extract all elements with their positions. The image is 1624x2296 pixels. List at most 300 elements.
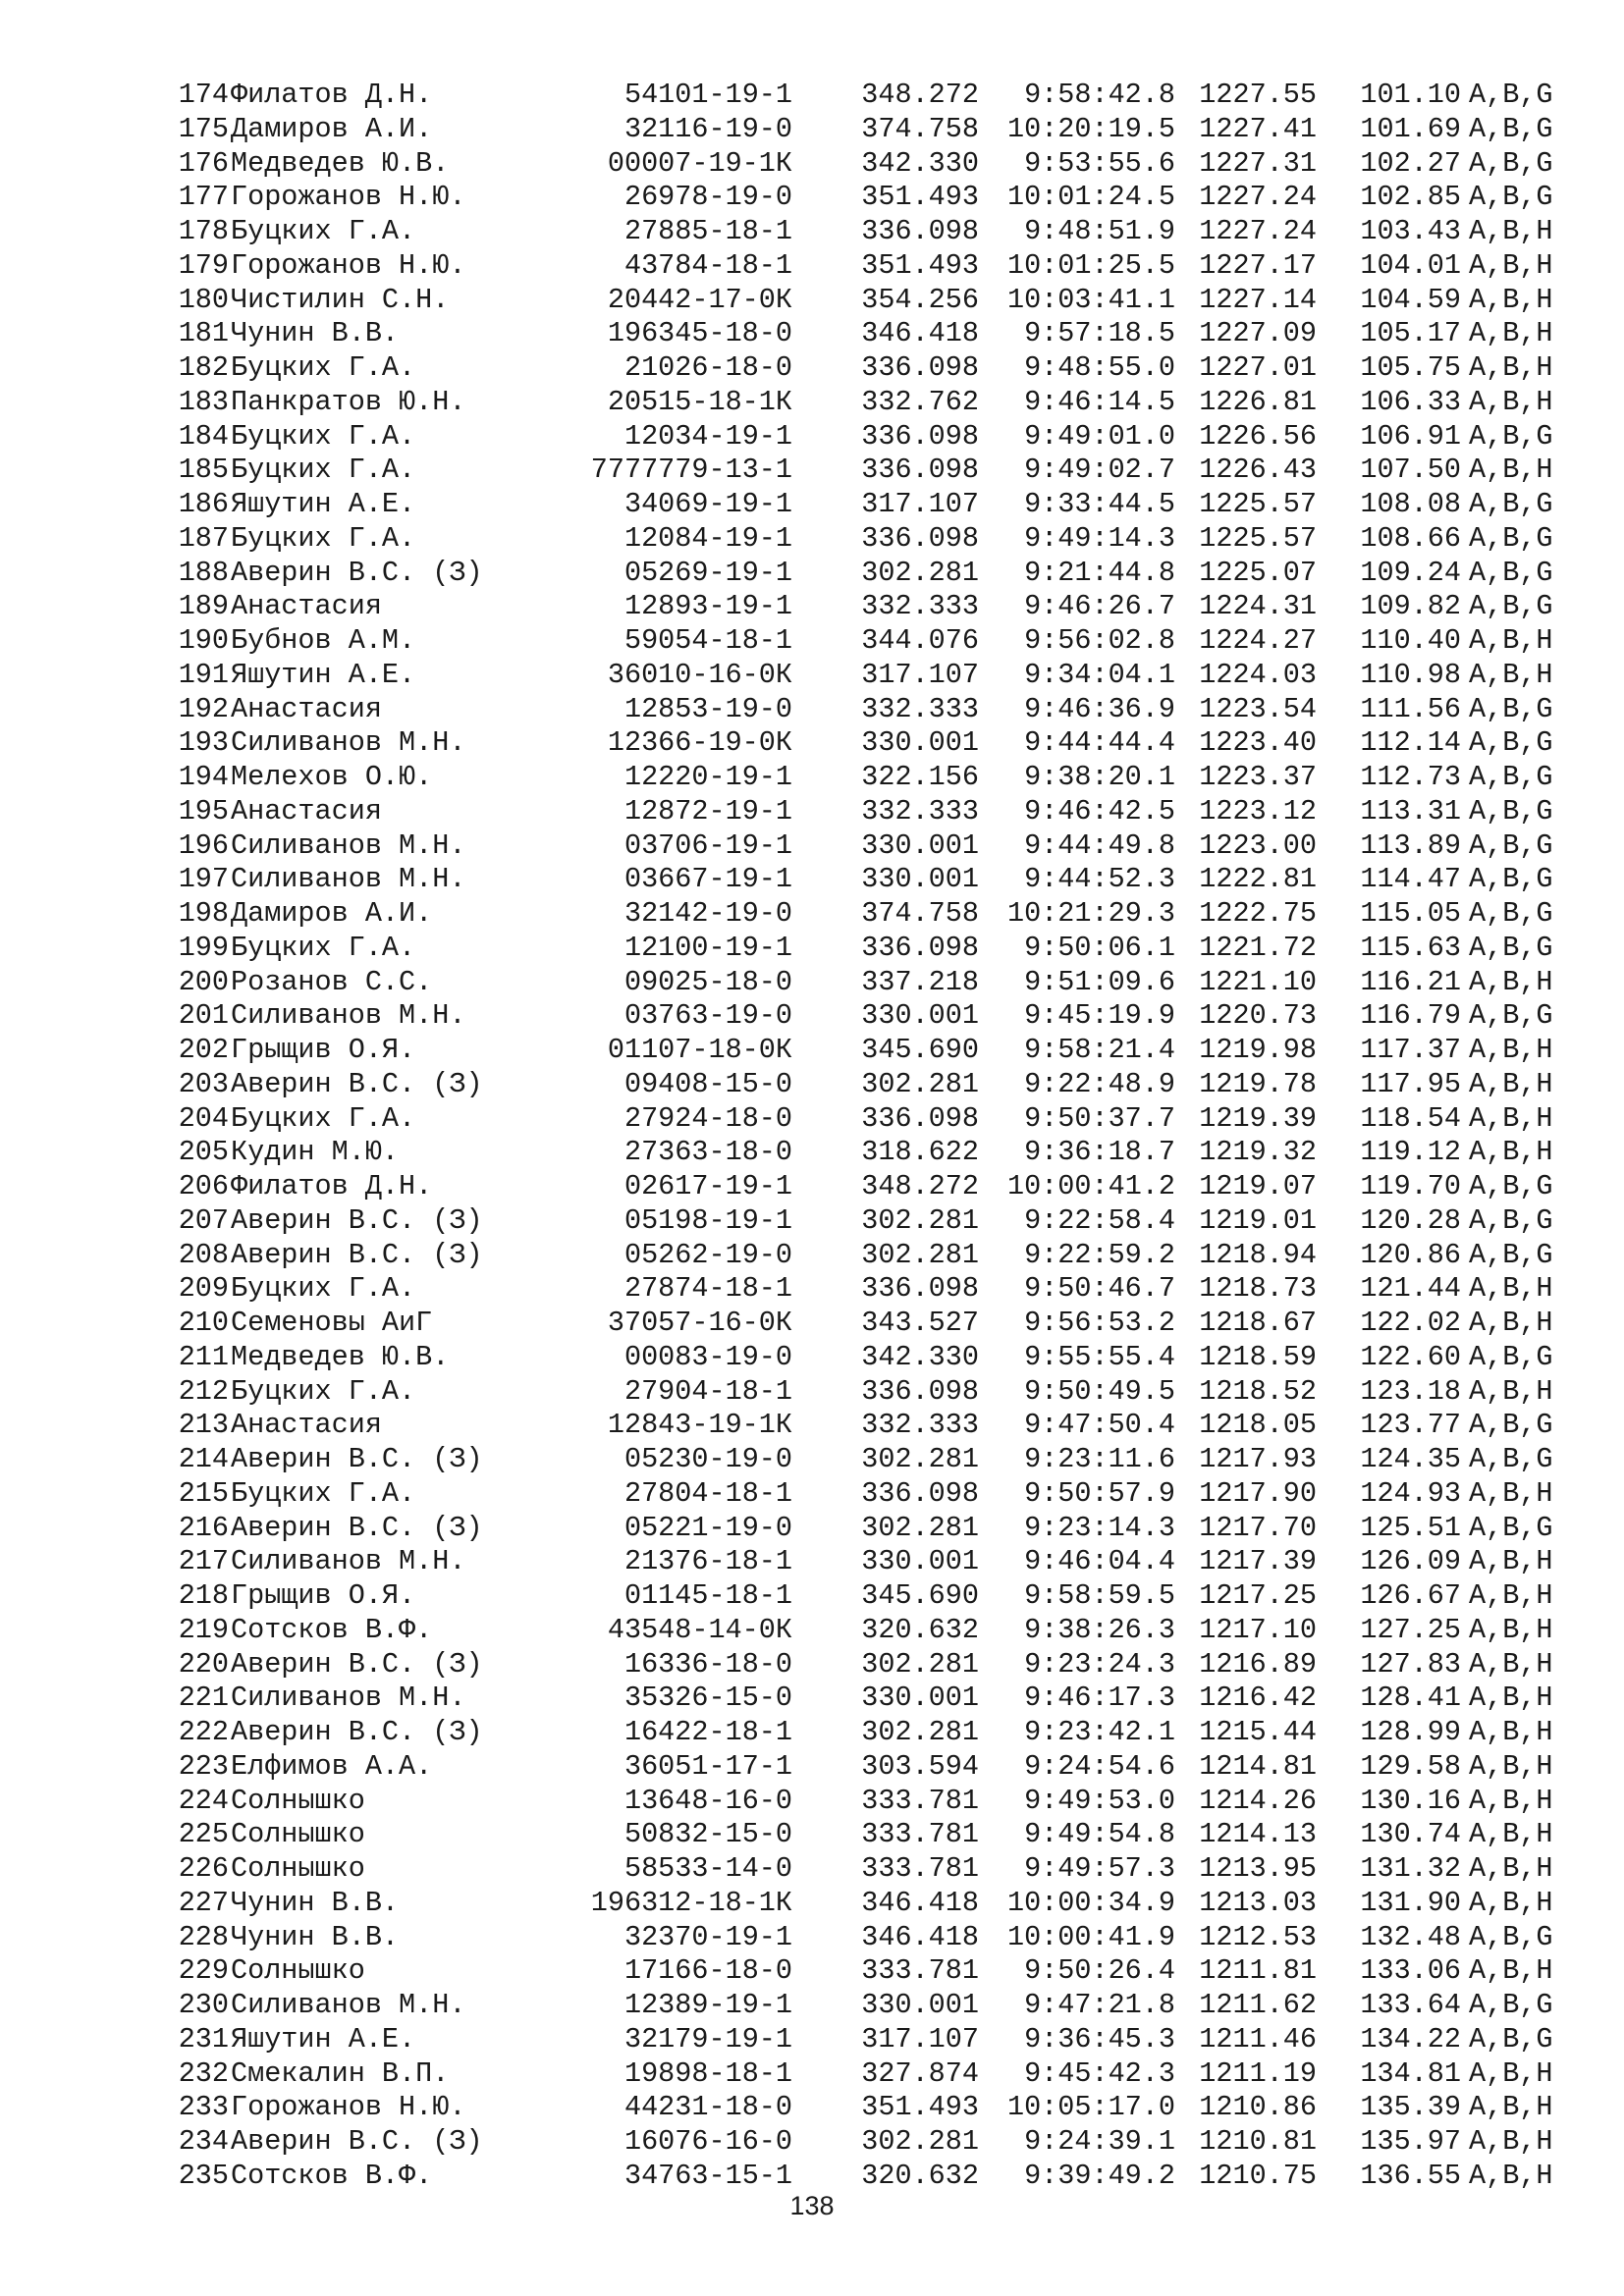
owner-name: Смекалин В.П. <box>231 2056 450 2090</box>
row-number: 205 <box>178 1136 229 1169</box>
ring-number: 32142-19-0 <box>623 897 792 930</box>
distance: 330.001 <box>861 828 979 862</box>
owner-name: Аверин В.С. (З) <box>231 1067 483 1100</box>
owner-name: Силиванов М.Н. <box>231 1989 466 2021</box>
owner-name: Аверин В.С. (З) <box>231 1238 483 1271</box>
owner-name: Аверин В.С. (З) <box>231 1647 483 1681</box>
distance: 346.418 <box>861 1886 979 1919</box>
speed: 1220.73 <box>1199 999 1317 1033</box>
arrival-time: 9:22:48.9 <box>1024 1067 1175 1100</box>
arrival-time: 9:21:44.8 <box>1024 556 1175 589</box>
distance: 351.493 <box>861 181 979 214</box>
row-number: 190 <box>178 624 229 657</box>
classes: A,B,H <box>1469 1818 1553 1851</box>
classes: A,B,H <box>1469 2159 1553 2192</box>
speed: 1225.57 <box>1199 521 1317 555</box>
distance: 333.781 <box>861 1784 979 1817</box>
speed: 1221.72 <box>1199 931 1317 964</box>
classes: A,B,H <box>1469 248 1553 282</box>
distance: 348.272 <box>861 79 979 111</box>
table-row <box>0 1989 1624 2023</box>
distance: 302.281 <box>861 2125 979 2158</box>
arrival-time: 9:22:58.4 <box>1024 1203 1175 1237</box>
speed: 1223.40 <box>1199 726 1317 760</box>
ring-number: 20442-17-0К <box>607 283 792 316</box>
arrival-time: 9:56:53.2 <box>1024 1307 1175 1339</box>
ring-number: 09025-18-0 <box>623 965 792 998</box>
table-row <box>0 1170 1624 1204</box>
distance: 320.632 <box>861 1613 979 1646</box>
table-row <box>0 420 1624 454</box>
row-number: 232 <box>178 2056 229 2090</box>
points: 107.50 <box>1360 454 1461 487</box>
arrival-time: 9:23:42.1 <box>1024 1716 1175 1748</box>
classes: A,B,H <box>1469 1272 1553 1306</box>
ring-number: 13648-16-0 <box>623 1784 792 1817</box>
table-row <box>0 1545 1624 1579</box>
speed: 1214.81 <box>1199 1749 1317 1783</box>
speed: 1217.25 <box>1199 1579 1317 1612</box>
table-row <box>0 863 1624 897</box>
distance: 336.098 <box>861 1476 979 1510</box>
table-row <box>0 2160 1624 2194</box>
row-number: 207 <box>178 1203 229 1237</box>
owner-name: Филатов Д.Н. <box>231 1170 433 1202</box>
ring-number: 12100-19-1 <box>623 931 792 964</box>
points: 104.59 <box>1360 283 1461 316</box>
distance: 320.632 <box>861 2159 979 2192</box>
classes: A,B,H <box>1469 2125 1553 2158</box>
speed: 1219.98 <box>1199 1034 1317 1066</box>
distance: 336.098 <box>861 931 979 964</box>
points: 112.73 <box>1360 761 1461 793</box>
table-row <box>0 1102 1624 1137</box>
points: 116.79 <box>1360 999 1461 1033</box>
table-row <box>0 557 1624 591</box>
classes: A,B,G <box>1469 590 1553 623</box>
speed: 1223.54 <box>1199 692 1317 725</box>
points: 131.32 <box>1360 1852 1461 1885</box>
speed: 1215.44 <box>1199 1716 1317 1748</box>
points: 126.09 <box>1360 1545 1461 1578</box>
classes: A,B,G <box>1469 1203 1553 1237</box>
row-number: 209 <box>178 1272 229 1306</box>
arrival-time: 9:46:14.5 <box>1024 385 1175 418</box>
table-row <box>0 79 1624 113</box>
owner-name: Буцких Г.А. <box>231 1476 416 1510</box>
owner-name: Силиванов М.Н. <box>231 1545 466 1578</box>
arrival-time: 10:01:24.5 <box>1006 181 1175 214</box>
results-list <box>0 79 1624 2194</box>
owner-name: Силиванов М.Н. <box>231 999 466 1033</box>
ring-number: 196345-18-0 <box>607 317 792 350</box>
classes: A,B,G <box>1469 692 1553 725</box>
points: 134.22 <box>1360 2022 1461 2056</box>
arrival-time: 10:21:29.3 <box>1006 897 1175 930</box>
table-row <box>0 1204 1624 1239</box>
classes: A,B,G <box>1469 521 1553 555</box>
distance: 336.098 <box>861 351 979 384</box>
owner-name: Силиванов М.Н. <box>231 828 466 862</box>
owner-name: Кудин М.Ю. <box>231 1136 400 1169</box>
distance: 346.418 <box>861 1920 979 1953</box>
row-number: 226 <box>178 1852 229 1885</box>
distance: 336.098 <box>861 1374 979 1408</box>
classes: A,B,H <box>1469 1136 1553 1169</box>
classes: A,B,H <box>1469 965 1553 998</box>
row-number: 218 <box>178 1579 229 1612</box>
speed: 1227.17 <box>1199 248 1317 282</box>
owner-name: Чунин В.В. <box>231 317 400 350</box>
ring-number: 12853-19-0 <box>623 692 792 725</box>
owner-name: Яшутин А.Е. <box>231 658 416 691</box>
classes: A,B,H <box>1469 1886 1553 1919</box>
owner-name: Панкратов Ю.Н. <box>231 385 466 418</box>
table-row <box>0 590 1624 624</box>
row-number: 216 <box>178 1511 229 1544</box>
points: 108.66 <box>1360 521 1461 555</box>
arrival-time: 9:55:55.4 <box>1024 1340 1175 1373</box>
owner-name: Солнышко <box>231 1954 365 1988</box>
row-number: 180 <box>178 283 229 316</box>
table-row <box>0 693 1624 727</box>
row-number: 221 <box>178 1682 229 1715</box>
table-row <box>0 2057 1624 2092</box>
speed: 1225.07 <box>1199 556 1317 589</box>
points: 124.35 <box>1360 1443 1461 1475</box>
arrival-time: 9:47:21.8 <box>1024 1989 1175 2021</box>
arrival-time: 9:49:01.0 <box>1024 419 1175 453</box>
arrival-time: 10:00:34.9 <box>1006 1886 1175 1919</box>
distance: 342.330 <box>861 1340 979 1373</box>
classes: A,B,G <box>1469 1443 1553 1475</box>
row-number: 235 <box>178 2159 229 2192</box>
row-number: 198 <box>178 897 229 930</box>
distance: 302.281 <box>861 1443 979 1475</box>
classes: A,B,G <box>1469 794 1553 828</box>
table-row <box>0 726 1624 761</box>
points: 109.24 <box>1360 556 1461 589</box>
owner-name: Дамиров А.И. <box>231 897 433 930</box>
speed: 1224.31 <box>1199 590 1317 623</box>
points: 123.77 <box>1360 1409 1461 1442</box>
table-row <box>0 1716 1624 1750</box>
row-number: 186 <box>178 488 229 520</box>
table-row <box>0 1852 1624 1887</box>
ring-number: 37057-16-0К <box>607 1307 792 1339</box>
ring-number: 17166-18-0 <box>623 1954 792 1988</box>
classes: A,B,H <box>1469 1852 1553 1885</box>
row-number: 211 <box>178 1340 229 1373</box>
speed: 1212.53 <box>1199 1920 1317 1953</box>
table-row <box>0 1477 1624 1512</box>
owner-name: Чистилин С.Н. <box>231 283 450 316</box>
row-number: 197 <box>178 863 229 896</box>
table-row <box>0 999 1624 1034</box>
classes: A,B,G <box>1469 1989 1553 2021</box>
row-number: 178 <box>178 215 229 247</box>
points: 103.43 <box>1360 215 1461 247</box>
arrival-time: 9:58:42.8 <box>1024 79 1175 111</box>
classes: A,B,H <box>1469 385 1553 418</box>
classes: A,B,H <box>1469 283 1553 316</box>
arrival-time: 9:50:26.4 <box>1024 1954 1175 1988</box>
classes: A,B,G <box>1469 2022 1553 2056</box>
ring-number: 34069-19-1 <box>623 488 792 520</box>
table-row <box>0 1648 1624 1682</box>
arrival-time: 9:23:11.6 <box>1024 1443 1175 1475</box>
arrival-time: 9:50:49.5 <box>1024 1374 1175 1408</box>
ring-number: 16076-16-0 <box>623 2125 792 2158</box>
points: 131.90 <box>1360 1886 1461 1919</box>
speed: 1219.01 <box>1199 1203 1317 1237</box>
ring-number: 27874-18-1 <box>623 1272 792 1306</box>
ring-number: 26978-19-0 <box>623 181 792 214</box>
ring-number: 01145-18-1 <box>623 1579 792 1612</box>
row-number: 179 <box>178 248 229 282</box>
distance: 333.781 <box>861 1852 979 1885</box>
speed: 1227.41 <box>1199 112 1317 145</box>
row-number: 177 <box>178 181 229 214</box>
speed: 1227.14 <box>1199 283 1317 316</box>
distance: 327.874 <box>861 2056 979 2090</box>
classes: A,B,H <box>1469 1545 1553 1578</box>
ring-number: 12084-19-1 <box>623 521 792 555</box>
classes: A,B,G <box>1469 1238 1553 1271</box>
table-row <box>0 1409 1624 1443</box>
table-row <box>0 1239 1624 1273</box>
classes: A,B,H <box>1469 1101 1553 1135</box>
speed: 1227.01 <box>1199 351 1317 384</box>
points: 110.98 <box>1360 658 1461 691</box>
arrival-time: 9:45:42.3 <box>1024 2056 1175 2090</box>
distance: 332.333 <box>861 1409 979 1442</box>
ring-number: 27924-18-0 <box>623 1101 792 1135</box>
speed: 1217.93 <box>1199 1443 1317 1475</box>
owner-name: Буцких Г.А. <box>231 215 416 247</box>
speed: 1211.81 <box>1199 1954 1317 1988</box>
points: 120.86 <box>1360 1238 1461 1271</box>
ring-number: 21026-18-0 <box>623 351 792 384</box>
arrival-time: 9:53:55.6 <box>1024 146 1175 180</box>
points: 102.85 <box>1360 181 1461 214</box>
ring-number: 09408-15-0 <box>623 1067 792 1100</box>
points: 113.89 <box>1360 828 1461 862</box>
classes: A,B,H <box>1469 1613 1553 1646</box>
table-row <box>0 522 1624 557</box>
owner-name: Горожанов Н.Ю. <box>231 181 466 214</box>
table-row <box>0 351 1624 386</box>
classes: A,B,G <box>1469 1920 1553 1953</box>
classes: A,B,H <box>1469 1476 1553 1510</box>
arrival-time: 9:58:59.5 <box>1024 1579 1175 1612</box>
classes: A,B,G <box>1469 1340 1553 1373</box>
points: 119.70 <box>1360 1170 1461 1202</box>
points: 128.99 <box>1360 1716 1461 1748</box>
points: 106.33 <box>1360 385 1461 418</box>
speed: 1210.75 <box>1199 2159 1317 2192</box>
ring-number: 27904-18-1 <box>623 1374 792 1408</box>
table-row <box>0 1818 1624 1852</box>
points: 114.47 <box>1360 863 1461 896</box>
classes: A,B,H <box>1469 454 1553 487</box>
speed: 1218.73 <box>1199 1272 1317 1306</box>
arrival-time: 9:45:19.9 <box>1024 999 1175 1033</box>
classes: A,B,G <box>1469 112 1553 145</box>
distance: 332.333 <box>861 590 979 623</box>
table-row <box>0 1614 1624 1648</box>
points: 129.58 <box>1360 1749 1461 1783</box>
table-row <box>0 829 1624 864</box>
ring-number: 43784-18-1 <box>623 248 792 282</box>
arrival-time: 9:46:26.7 <box>1024 590 1175 623</box>
distance: 302.281 <box>861 1511 979 1544</box>
classes: A,B,H <box>1469 351 1553 384</box>
distance: 330.001 <box>861 1989 979 2021</box>
classes: A,B,H <box>1469 1374 1553 1408</box>
classes: A,B,G <box>1469 419 1553 453</box>
ring-number: 05230-19-0 <box>623 1443 792 1475</box>
row-number: 230 <box>178 1989 229 2021</box>
distance: 330.001 <box>861 1682 979 1715</box>
row-number: 196 <box>178 828 229 862</box>
row-number: 195 <box>178 794 229 828</box>
ring-number: 34763-15-1 <box>623 2159 792 2192</box>
arrival-time: 9:50:06.1 <box>1024 931 1175 964</box>
row-number: 194 <box>178 761 229 793</box>
classes: A,B,G <box>1469 79 1553 111</box>
ring-number: 35326-15-0 <box>623 1682 792 1715</box>
distance: 354.256 <box>861 283 979 316</box>
classes: A,B,G <box>1469 146 1553 180</box>
speed: 1214.26 <box>1199 1784 1317 1817</box>
ring-number: 27885-18-1 <box>623 215 792 247</box>
ring-number: 32179-19-1 <box>623 2022 792 2056</box>
classes: A,B,H <box>1469 1682 1553 1715</box>
owner-name: Силиванов М.Н. <box>231 1682 466 1715</box>
arrival-time: 10:20:19.5 <box>1006 112 1175 145</box>
distance: 333.781 <box>861 1818 979 1851</box>
classes: A,B,H <box>1469 2056 1553 2090</box>
speed: 1210.81 <box>1199 2125 1317 2158</box>
speed: 1227.24 <box>1199 181 1317 214</box>
owner-name: Грыщив О.Я. <box>231 1034 416 1066</box>
owner-name: Чунин В.В. <box>231 1886 400 1919</box>
distance: 344.076 <box>861 624 979 657</box>
speed: 1223.00 <box>1199 828 1317 862</box>
classes: A,B,G <box>1469 556 1553 589</box>
points: 119.12 <box>1360 1136 1461 1169</box>
classes: A,B,H <box>1469 1749 1553 1783</box>
arrival-time: 9:58:21.4 <box>1024 1034 1175 1066</box>
speed: 1219.32 <box>1199 1136 1317 1169</box>
ring-number: 03763-19-0 <box>623 999 792 1033</box>
owner-name: Силиванов М.Н. <box>231 863 466 896</box>
ring-number: 12220-19-1 <box>623 761 792 793</box>
owner-name: Анастасия <box>231 590 382 623</box>
owner-name: Аверин В.С. (З) <box>231 2125 483 2158</box>
arrival-time: 9:39:49.2 <box>1024 2159 1175 2192</box>
row-number: 217 <box>178 1545 229 1578</box>
ring-number: 50832-15-0 <box>623 1818 792 1851</box>
table-row <box>0 1307 1624 1341</box>
arrival-time: 9:49:14.3 <box>1024 521 1175 555</box>
speed: 1210.86 <box>1199 2091 1317 2124</box>
row-number: 210 <box>178 1307 229 1339</box>
arrival-time: 9:24:54.6 <box>1024 1749 1175 1783</box>
ring-number: 27804-18-1 <box>623 1476 792 1510</box>
distance: 351.493 <box>861 248 979 282</box>
ring-number: 05269-19-1 <box>623 556 792 589</box>
arrival-time: 9:49:02.7 <box>1024 454 1175 487</box>
points: 113.31 <box>1360 794 1461 828</box>
points: 122.02 <box>1360 1307 1461 1339</box>
owner-name: Солнышко <box>231 1784 365 1817</box>
row-number: 201 <box>178 999 229 1033</box>
points: 115.05 <box>1360 897 1461 930</box>
points: 133.64 <box>1360 1989 1461 2021</box>
points: 117.95 <box>1360 1067 1461 1100</box>
arrival-time: 10:01:25.5 <box>1006 248 1175 282</box>
row-number: 228 <box>178 1920 229 1953</box>
row-number: 222 <box>178 1716 229 1748</box>
distance: 336.098 <box>861 454 979 487</box>
speed: 1218.94 <box>1199 1238 1317 1271</box>
table-row <box>0 1443 1624 1477</box>
table-row <box>0 1341 1624 1375</box>
distance: 336.098 <box>861 419 979 453</box>
row-number: 208 <box>178 1238 229 1271</box>
speed: 1222.81 <box>1199 863 1317 896</box>
owner-name: Буцких Г.А. <box>231 521 416 555</box>
arrival-time: 9:49:53.0 <box>1024 1784 1175 1817</box>
distance: 302.281 <box>861 1716 979 1748</box>
owner-name: Аверин В.С. (З) <box>231 556 483 589</box>
points: 111.56 <box>1360 692 1461 725</box>
speed: 1226.43 <box>1199 454 1317 487</box>
row-number: 223 <box>178 1749 229 1783</box>
row-number: 225 <box>178 1818 229 1851</box>
points: 130.16 <box>1360 1784 1461 1817</box>
ring-number: 19898-18-1 <box>623 2056 792 2090</box>
row-number: 185 <box>178 454 229 487</box>
distance: 336.098 <box>861 1272 979 1306</box>
table-row <box>0 2091 1624 2125</box>
ring-number: 05262-19-0 <box>623 1238 792 1271</box>
table-row <box>0 932 1624 966</box>
table-row <box>0 1579 1624 1614</box>
points: 135.39 <box>1360 2091 1461 2124</box>
row-number: 193 <box>178 726 229 760</box>
classes: A,B,G <box>1469 863 1553 896</box>
row-number: 234 <box>178 2125 229 2158</box>
table-row <box>0 284 1624 318</box>
table-row <box>0 1272 1624 1307</box>
speed: 1216.89 <box>1199 1647 1317 1681</box>
owner-name: Яшутин А.Е. <box>231 488 416 520</box>
table-row <box>0 761 1624 795</box>
owner-name: Грыщив О.Я. <box>231 1579 416 1612</box>
table-row <box>0 2023 1624 2057</box>
points: 106.91 <box>1360 419 1461 453</box>
classes: A,B,G <box>1469 1409 1553 1442</box>
ring-number: 21376-18-1 <box>623 1545 792 1578</box>
classes: A,B,G <box>1469 931 1553 964</box>
ring-number: 05221-19-0 <box>623 1511 792 1544</box>
points: 118.54 <box>1360 1101 1461 1135</box>
row-number: 206 <box>178 1170 229 1202</box>
table-row <box>0 1921 1624 1955</box>
